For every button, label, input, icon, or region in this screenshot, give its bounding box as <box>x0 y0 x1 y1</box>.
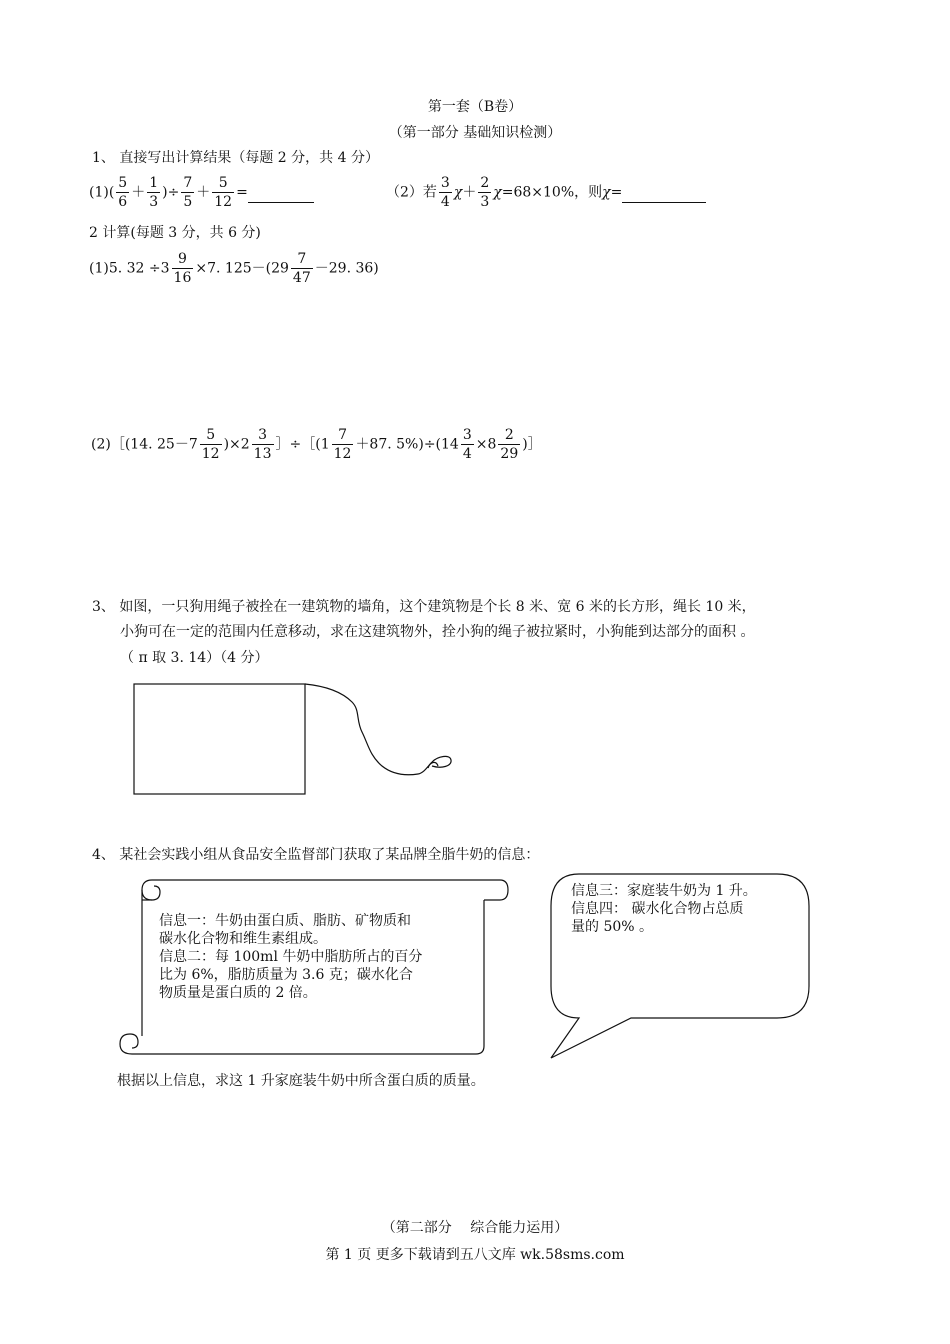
q4-heading: 4、 某社会实践小组从食品安全监督部门获取了某品牌全脂牛奶的信息： <box>92 847 540 863</box>
part1-heading: （第一部分 基础知识检测） <box>388 125 562 141</box>
q3-line-2: 小狗可在一定的范围内任意移动，求在这建筑物外，拴小狗的绳子被拉紧时，小狗能到达部分的面积 。 <box>120 624 755 640</box>
rope-line <box>305 684 432 775</box>
info-line: 信息四： 碳水化合物占总质 <box>571 901 744 917</box>
fraction: $\frac{3}{4}$ <box>440 175 450 210</box>
q1-problem-2: （2）若 $\frac{3}{4}$ χ＋ $\frac{2}{3}$ χ=68×10%，则χ= <box>386 174 706 211</box>
q2-problem-1: (1)5. 32 ÷3 $\frac{9}{16}$ ×7. 125－(29 $\frac{7}{47}$ －29. 36) <box>89 251 379 286</box>
answer-blank[interactable] <box>248 184 314 203</box>
fraction: $\frac{9}{16}$ <box>173 251 192 286</box>
info-line: 物质量是蛋白质的 2 倍。 <box>159 985 317 1001</box>
fraction: $\frac{7}{12}$ <box>333 427 352 462</box>
q3-line-3: （ π 取 3. 14）（4 分） <box>120 650 269 666</box>
info-line: 碳水化合物和维生素组成。 <box>159 931 327 947</box>
info-line: 信息三：家庭装牛奶为 1 升。 <box>571 883 757 899</box>
info-line: 量的 50% 。 <box>571 919 654 935</box>
fraction: $\frac{3}{13}$ <box>253 427 272 462</box>
info-scroll-text <box>159 912 479 1002</box>
fraction: $\frac{3}{4}$ <box>462 427 472 462</box>
info-line: 信息二：每 100ml 牛奶中脂肪所占的百分 <box>159 949 423 965</box>
speech-bubble-text <box>571 882 801 936</box>
fraction: $\frac{5}{6}$ <box>118 175 128 210</box>
fraction: $\frac{5}{12}$ <box>214 175 233 210</box>
q3-building-figure <box>120 670 470 810</box>
fraction: $\frac{7}{47}$ <box>292 251 311 286</box>
fraction: $\frac{7}{5}$ <box>183 175 193 210</box>
fraction: $\frac{5}{12}$ <box>201 427 220 462</box>
info-line: 信息一：牛奶由蛋白质、脂肪、矿物质和 <box>159 913 411 929</box>
q1-p1-label: (1)( <box>89 184 115 201</box>
info-line: 比为 6%，脂肪质量为 3.6 克；碳水化合 <box>159 967 413 983</box>
answer-blank[interactable] <box>622 184 706 203</box>
q1-problem-1: (1)( $\frac{5}{6}$ ＋ $\frac{1}{3}$ )÷ $\frac{7}{5}$ ＋ $\frac{5}{12}$ = <box>89 174 314 211</box>
fraction: $\frac{2}{29}$ <box>500 427 519 462</box>
q2-problem-2: (2)［(14. 25－7 $\frac{5}{12}$ )×2 $\frac{3}{13}$ ］÷［(1 $\frac{7}{12}$ ＋87. 5%)÷(14 $\frac{3}{4}$ ×8 $\frac{2}{29}$ )］ <box>91 427 542 462</box>
q3-line-1: 3、 如图，一只狗用绳子被拴在一建筑物的墙角，这个建筑物是个长 8 米、宽 6 米的长方形，绳长 10 米， <box>92 599 756 615</box>
q1-heading: 1、 直接写出计算结果（每题 2 分，共 4 分） <box>92 150 379 166</box>
part2-heading: （第二部分 综合能力运用） <box>381 1220 569 1236</box>
page-footer: 第 1 页 更多下载请到五八文库 wk.58sms.com <box>325 1247 625 1263</box>
q2-heading: 2 计算(每题 3 分，共 6 分) <box>89 225 261 241</box>
q4-question: 根据以上信息，求这 1 升家庭装牛奶中所含蛋白质的质量。 <box>117 1073 485 1089</box>
fraction: $\frac{1}{3}$ <box>149 175 159 210</box>
building-rectangle <box>134 684 305 794</box>
fraction: $\frac{2}{3}$ <box>480 175 490 210</box>
page-title: 第一套（B卷） <box>427 99 523 115</box>
